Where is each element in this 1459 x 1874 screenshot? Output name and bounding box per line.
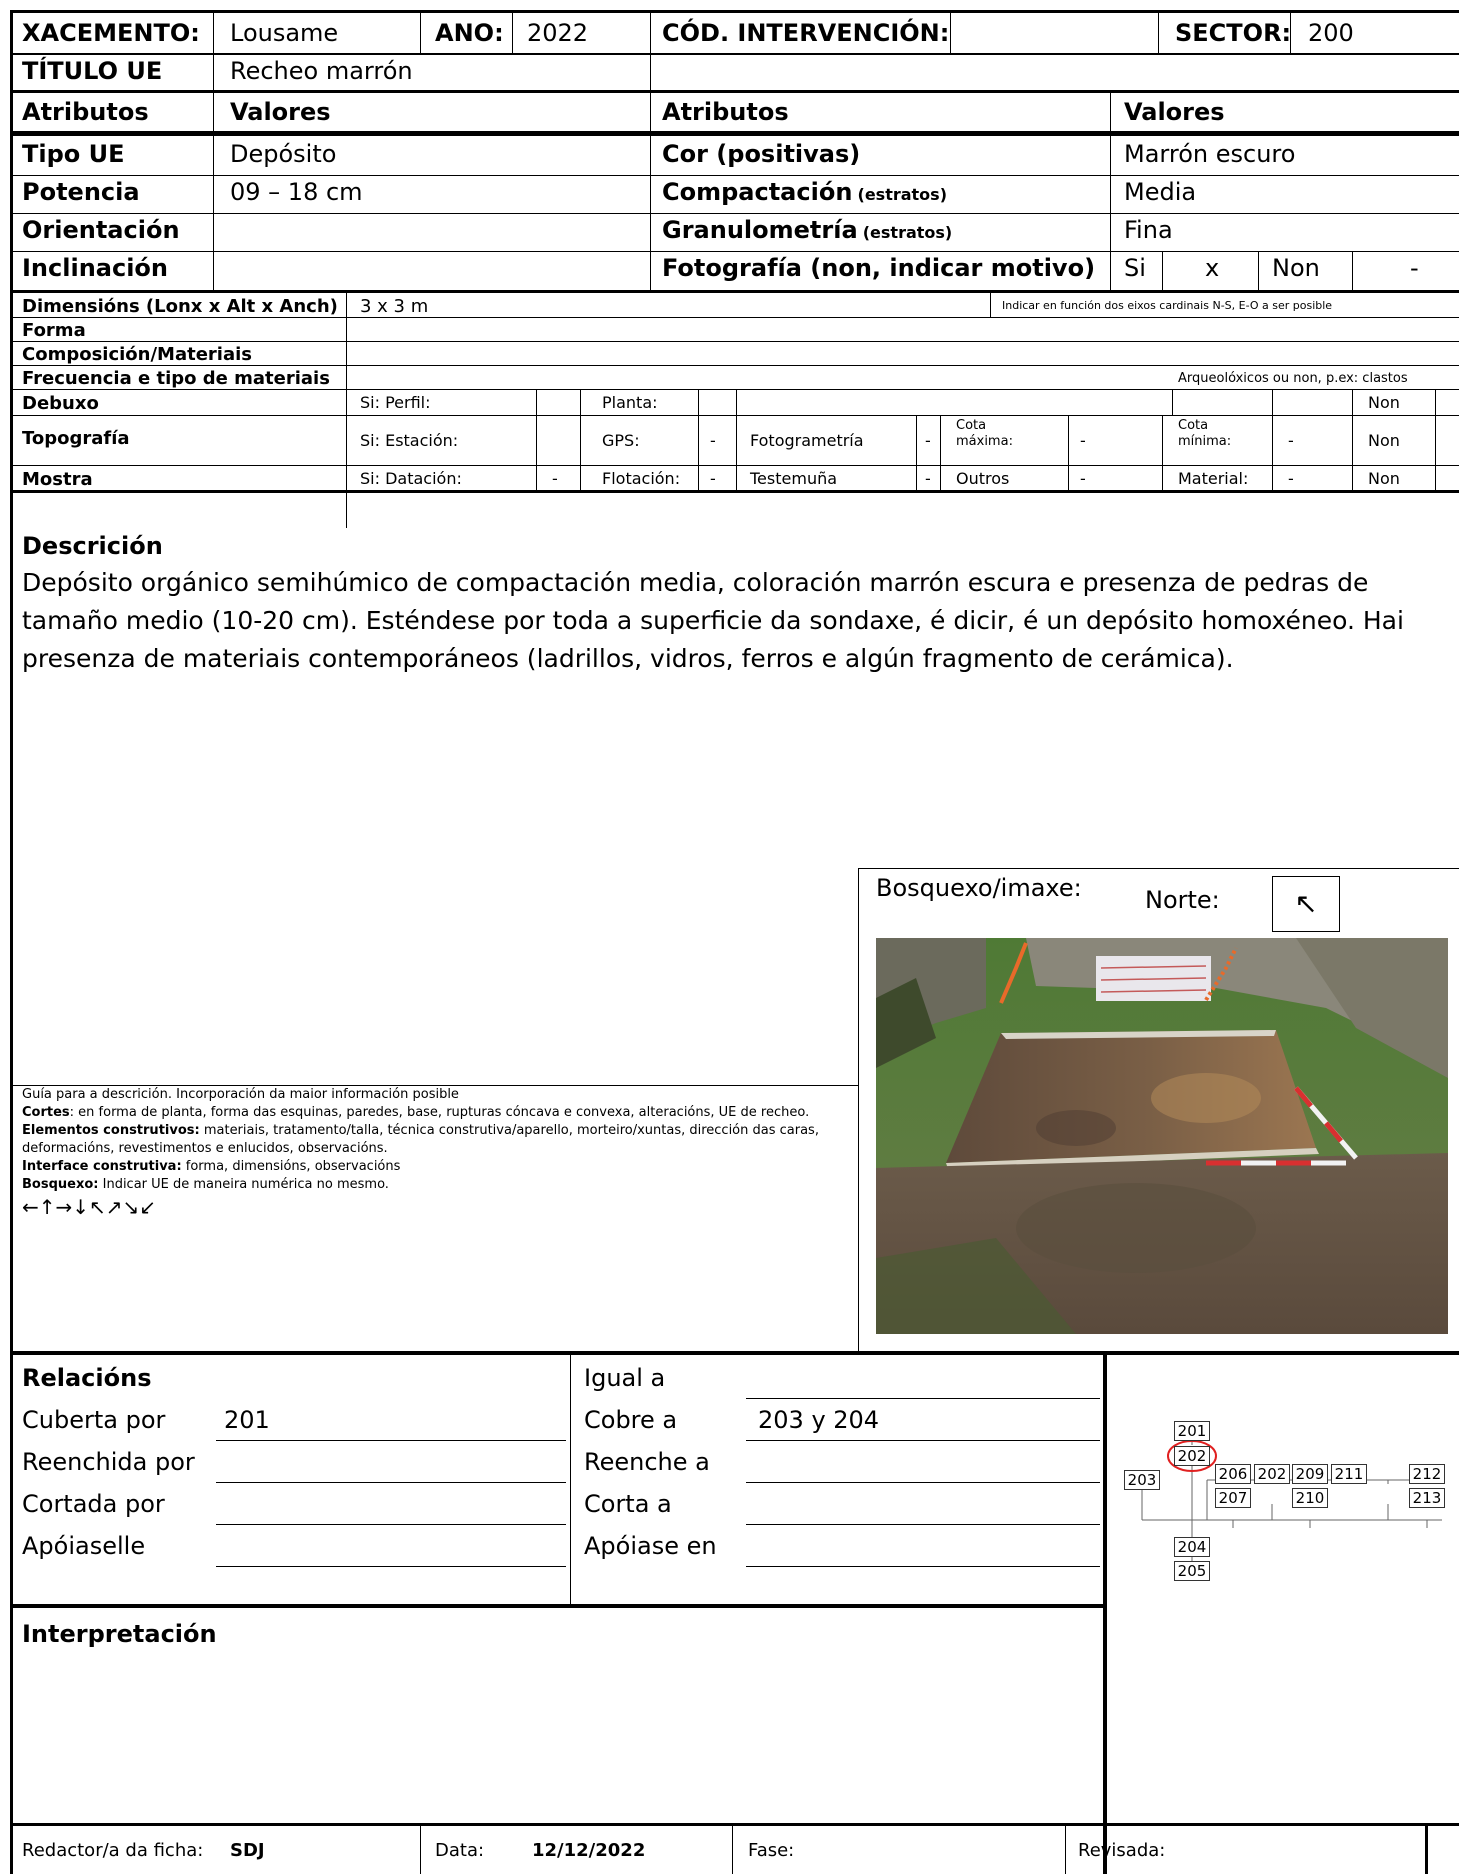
mostra-testemuna: Testemuña xyxy=(750,469,838,488)
interpretation-title: Interpretación xyxy=(22,1620,217,1648)
attr-compactacion-note: (estratos) xyxy=(857,185,947,204)
col-valores-2: Valores xyxy=(1124,98,1225,126)
attr-inclinacion: Inclinación xyxy=(22,254,169,282)
mostra-datacion: Si: Datación: xyxy=(360,469,462,488)
excavation-photo xyxy=(876,938,1448,1334)
harris-unit: 207 xyxy=(1215,1488,1251,1508)
fase-label: Fase: xyxy=(748,1840,795,1861)
topografia-label: Topografía xyxy=(22,428,130,449)
rel-cuberta-por-label: Cuberta por xyxy=(22,1406,166,1434)
harris-unit: 202 xyxy=(1254,1464,1290,1484)
mostra-flotacion-value: - xyxy=(710,469,716,488)
topo-cota-minima-value: - xyxy=(1288,431,1294,450)
north-arrow-icon: ↖ xyxy=(1272,876,1340,932)
topo-gps: GPS: xyxy=(602,431,640,450)
harris-unit: 211 xyxy=(1331,1464,1367,1484)
mostra-flotacion: Flotación: xyxy=(602,469,681,488)
north-label: Norte: xyxy=(1145,886,1220,914)
harris-unit: 210 xyxy=(1292,1488,1328,1508)
description-text: Depósito orgánico semihúmico de compactación media, coloración marrón escura e presenza de pedras de tamaño medio (10-20 cm). Esténdese por toda a superficie da sondaxe, é dicir, é un depósito homoxéneo. Hai presenza de materiais contemporáneos (ladrillos, vidros, ferros e algún fragmento de cerámica). xyxy=(22,568,1404,673)
guide-interface: Interface construtiva: forma, dimensións, observacións xyxy=(22,1159,401,1174)
topo-cota-maxima: Cota máxima: xyxy=(956,418,1013,449)
excavation-photo-illustration xyxy=(876,938,1448,1334)
sector-value: 200 xyxy=(1308,19,1354,47)
mostra-label: Mostra xyxy=(22,469,93,490)
rel-reenchida-por-label: Reenchida por xyxy=(22,1448,195,1476)
rel-cuberta-por-value: 201 xyxy=(224,1406,270,1434)
guide-bosquexo: Bosquexo: Indicar UE de maneira numérica no mesmo. xyxy=(22,1177,389,1192)
data-label: Data: xyxy=(435,1840,485,1861)
direction-arrows-icon: ←↑→↓↖↗↘↙ xyxy=(22,1195,157,1219)
xacemento-value: Lousame xyxy=(230,19,339,47)
foto-si: Si xyxy=(1124,254,1146,282)
harris-unit: 201 xyxy=(1174,1421,1210,1441)
relations-title: Relacións xyxy=(22,1364,152,1392)
rel-apoiaselle-label: Apóiaselle xyxy=(22,1532,146,1560)
harris-unit: 205 xyxy=(1174,1561,1210,1581)
xacemento-label: XACEMENTO: xyxy=(22,19,200,47)
harris-unit: 203 xyxy=(1124,1470,1160,1490)
debuxo-perfil: Si: Perfil: xyxy=(360,393,431,412)
attr-fotografia: Fotografía (non, indicar motivo) xyxy=(662,254,1096,282)
composicion-label: Composición/Materiais xyxy=(22,344,253,365)
mostra-material: Material: xyxy=(1178,469,1249,488)
guide-elementos: Elementos construtivos: materiais, tratamento/talla, técnica construtiva/aparello, morteiro/xuntas, dirección das caras, deformacións, revestimentos e enlucidos, observacións. xyxy=(22,1123,819,1156)
ano-label: ANO: xyxy=(435,19,504,47)
dimensions-label: Dimensións (Lonx x Alt x Anch) xyxy=(22,296,338,317)
harris-unit: 209 xyxy=(1292,1464,1328,1484)
cod-intervencion-label: CÓD. INTERVENCIÓN: xyxy=(662,19,950,47)
val-potencia: 09 – 18 cm xyxy=(230,178,363,206)
rel-reenche-a-label: Reenche a xyxy=(584,1448,710,1476)
redactor-label: Redactor/a da ficha: xyxy=(22,1840,204,1861)
topo-cota-maxima-value: - xyxy=(1080,431,1086,450)
foto-non: Non xyxy=(1272,254,1320,282)
foto-si-mark: x xyxy=(1205,254,1220,282)
debuxo-non: Non xyxy=(1368,393,1400,412)
attr-compactacion: Compactación xyxy=(662,178,853,206)
ano-value: 2022 xyxy=(527,19,589,47)
harris-unit: 204 xyxy=(1174,1537,1210,1557)
val-granulometria: Fina xyxy=(1124,216,1173,244)
topo-fotogrametria-value: - xyxy=(925,431,931,450)
sector-label: SECTOR: xyxy=(1175,19,1292,47)
rel-igual-a-label: Igual a xyxy=(584,1364,666,1392)
harris-unit: 212 xyxy=(1409,1464,1445,1484)
guide-intro: Guía para a descrición. Incorporación da maior información posible xyxy=(22,1087,459,1102)
mostra-material-value: - xyxy=(1288,469,1294,488)
rel-cobre-a-label: Cobre a xyxy=(584,1406,678,1434)
titulo-ue-label: TÍTULO UE xyxy=(22,57,163,85)
harris-unit-current: 202 xyxy=(1174,1446,1210,1466)
sketch-label: Bosquexo/imaxe: xyxy=(876,874,1082,902)
col-valores: Valores xyxy=(230,98,331,126)
topo-fotogrametria: Fotogrametría xyxy=(750,431,864,450)
topo-gps-value: - xyxy=(710,431,716,450)
mostra-datacion-value: - xyxy=(552,469,558,488)
data-value: 12/12/2022 xyxy=(532,1840,646,1861)
attr-cor: Cor (positivas) xyxy=(662,140,861,168)
description-title: Descrición xyxy=(22,532,163,560)
foto-non-mark: - xyxy=(1410,254,1419,282)
attr-granulometria: Granulometría xyxy=(662,216,858,244)
attr-granulometria-note: (estratos) xyxy=(862,223,953,242)
frecuencia-note: Arqueolóxicos ou non, p.ex: clastos xyxy=(1178,371,1408,386)
harris-unit: 213 xyxy=(1409,1488,1445,1508)
col-atributos: Atributos xyxy=(22,98,149,126)
guide-cortes: Cortes: en forma de planta, forma das esquinas, paredes, base, rupturas cóncava e convexa, alteracións, UE de recheo. xyxy=(22,1105,810,1120)
mostra-testemuna-value: - xyxy=(925,469,931,488)
val-tipo-ue: Depósito xyxy=(230,140,337,168)
dimensions-value: 3 x 3 m xyxy=(360,296,429,317)
mostra-outros: Outros xyxy=(956,469,1010,488)
forma-label: Forma xyxy=(22,320,86,341)
attr-granulometria-wrap xyxy=(662,216,952,244)
revisada-label: Revisada: xyxy=(1078,1840,1166,1861)
harris-matrix xyxy=(1120,1410,1459,1610)
attr-compactacion-wrap xyxy=(662,178,947,206)
titulo-ue-value: Recheo marrón xyxy=(230,57,413,85)
rel-cortada-por-label: Cortada por xyxy=(22,1490,165,1518)
debuxo-label: Debuxo xyxy=(22,393,99,414)
mostra-outros-value: - xyxy=(1080,469,1086,488)
debuxo-planta: Planta: xyxy=(602,393,658,412)
rel-corta-a-label: Corta a xyxy=(584,1490,672,1518)
frecuencia-label: Frecuencia e tipo de materiais xyxy=(22,368,330,389)
rel-apoiase-en-label: Apóiase en xyxy=(584,1532,717,1560)
rel-cobre-a-value: 203 y 204 xyxy=(758,1406,880,1434)
mostra-non: Non xyxy=(1368,469,1400,488)
attr-potencia: Potencia xyxy=(22,178,140,206)
col-atributos-2: Atributos xyxy=(662,98,789,126)
dimensions-note: Indicar en función dos eixos cardinais N-S, E-O a ser posible xyxy=(1002,299,1333,312)
val-compactacion: Media xyxy=(1124,178,1197,206)
redactor-value: SDJ xyxy=(230,1840,265,1861)
attr-orientacion: Orientación xyxy=(22,216,180,244)
val-cor: Marrón escuro xyxy=(1124,140,1296,168)
topo-cota-minima: Cota mínima: xyxy=(1178,418,1232,449)
harris-matrix-lines xyxy=(1120,1410,1459,1610)
topo-estacion: Si: Estación: xyxy=(360,431,459,450)
harris-unit: 206 xyxy=(1215,1464,1251,1484)
guide-block xyxy=(22,1086,852,1219)
topo-non: Non xyxy=(1368,431,1400,450)
attr-tipo-ue: Tipo UE xyxy=(22,140,125,168)
ue-record-sheet xyxy=(10,10,1459,1874)
